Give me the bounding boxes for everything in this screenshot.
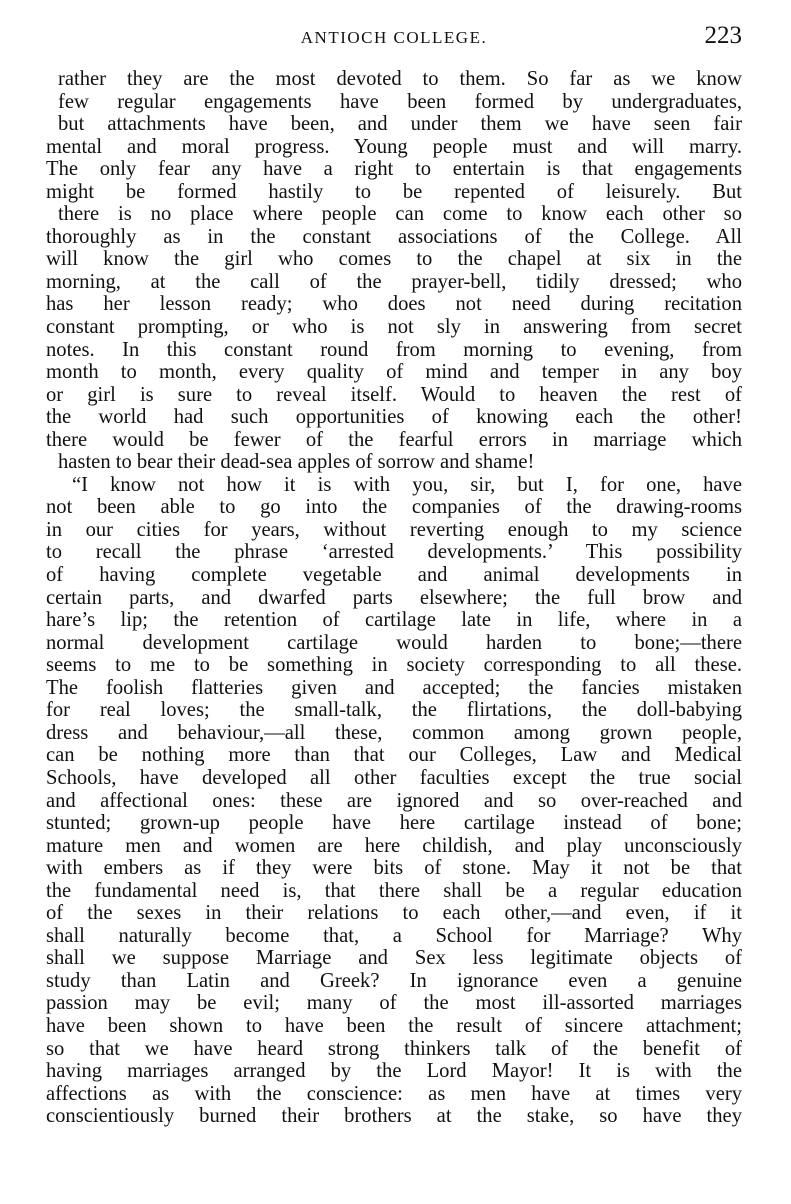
page-header <box>46 22 742 52</box>
text-line: few regular engagements have been formed by undergraduates, <box>58 90 742 113</box>
text-line: The foolish flatteries given and accepted; the fancies mistaken <box>46 676 742 699</box>
text-line: morning, at the call of the prayer-bell, tidily dressed; who <box>46 270 742 293</box>
text-line: “I know not how it is with you, sir, but I, for one, have <box>72 473 742 496</box>
text-line: hasten to bear their dead-sea apples of sorrow and shame! <box>58 451 535 474</box>
body-text <box>46 68 742 1128</box>
text-line: in our cities for years, without reverting enough to my science <box>46 518 742 541</box>
text-line: or girl is sure to reveal itself. Would to heaven the rest of <box>46 383 742 406</box>
text-line: might be formed hastily to be repented of leisurely. But <box>46 180 742 203</box>
text-line: mature men and women are here childish, and play unconsciously <box>46 834 742 857</box>
running-title: ANTIOCH COLLEGE. <box>300 28 488 47</box>
text-line: stunted; grown-up people have here cartilage instead of bone; <box>46 812 742 835</box>
text-line: certain parts, and dwarfed parts elsewhere; the full brow and <box>46 586 742 609</box>
text-line: thoroughly as in the constant associations of the College. All <box>46 225 742 248</box>
text-line: the fundamental need is, that there shall be a regular education <box>46 879 742 902</box>
text-line: not been able to go into the companies of the drawing-rooms <box>46 496 742 519</box>
text-line: dress and behaviour,—all these, common among grown people, <box>46 721 742 744</box>
text-line: The only fear any have a right to entertain is that engagements <box>46 158 742 181</box>
text-line: of having complete vegetable and animal developments in <box>46 564 742 587</box>
text-line: affections as with the conscience: as men have at times very <box>46 1082 742 1105</box>
text-line: has her lesson ready; who does not need during recitation <box>46 293 742 316</box>
text-line: conscientiously burned their brothers at the stake, so have they <box>46 1105 742 1128</box>
text-line: Schools, have developed all other faculties except the true social <box>46 766 742 789</box>
text-line: can be nothing more than that our Colleges, Law and Medical <box>46 744 742 767</box>
text-line: constant prompting, or who is not sly in answering from secret <box>46 316 742 339</box>
text-line: hare’s lip; the retention of cartilage late in life, where in a <box>46 609 742 632</box>
text-line: to recall the phrase ‘arrested developments.’ This possibility <box>46 541 742 564</box>
text-line: so that we have heard strong thinkers talk of the benefit of <box>46 1037 742 1060</box>
text-line: and affectional ones: these are ignored and so over-reached and <box>46 789 742 812</box>
text-line: normal development cartilage would harden to bone;—there <box>46 631 742 654</box>
text-line: passion may be evil; many of the most ill-assorted marriages <box>46 992 742 1015</box>
text-line: study than Latin and Greek? In ignorance even a genuine <box>46 969 742 992</box>
text-line: there is no place where people can come to know each other so <box>58 203 742 226</box>
text-line: have been shown to have been the result of sincere attachment; <box>46 1014 742 1037</box>
book-page <box>46 22 742 1128</box>
text-line: mental and moral progress. Young people must and will marry. <box>46 135 742 158</box>
text-line: rather they are the most devoted to them. So far as we know <box>58 68 742 90</box>
text-line: shall naturally become that, a School for Marriage? Why <box>46 924 742 947</box>
text-line: shall we suppose Marriage and Sex less legitimate objects of <box>46 947 742 970</box>
page-number: 223 <box>704 22 742 49</box>
text-line: seems to me to be something in society corresponding to all these. <box>46 654 742 677</box>
text-line: month to month, every quality of mind and temper in any boy <box>46 361 742 384</box>
text-line: will know the girl who comes to the chapel at six in the <box>46 248 742 271</box>
text-line: there would be fewer of the fearful errors in marriage which <box>46 428 742 451</box>
text-line: having marriages arranged by the Lord Mayor! It is with the <box>46 1060 742 1083</box>
text-line: for real loves; the small-talk, the flirtations, the doll-babying <box>46 699 742 722</box>
text-line: notes. In this constant round from morning to evening, from <box>46 338 742 361</box>
text-line: of the sexes in their relations to each other,—and even, if it <box>46 902 742 925</box>
text-line: but attachments have been, and under them we have seen fair <box>58 113 742 136</box>
text-line: with embers as if they were bits of stone. May it not be that <box>46 857 742 880</box>
text-line: the world had such opportunities of knowing each the other! <box>46 406 742 429</box>
